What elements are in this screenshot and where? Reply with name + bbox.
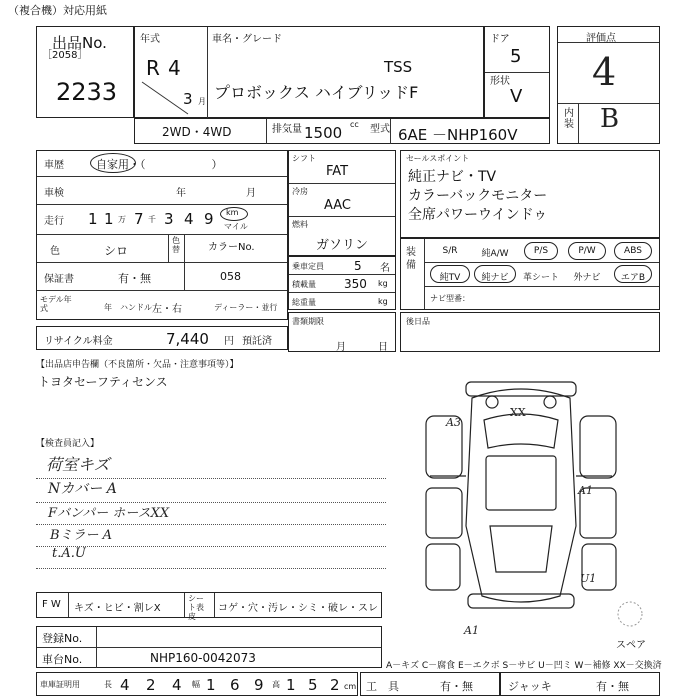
inspector-line-1: 荷室キズ — [46, 455, 110, 474]
door-value: 5 — [510, 46, 522, 67]
type-label: 型式 — [370, 124, 390, 135]
equip-pw-circle-icon — [568, 242, 606, 260]
mileage-unit-mile: マイル — [224, 222, 248, 231]
lot-sub-number: ［2058］ — [42, 50, 88, 61]
notes-label: 【出品店申告欄（不良箇所・欠品・注意事項等）】 — [36, 360, 239, 370]
warranty-label: 保証書 — [44, 274, 74, 285]
diagram-mark-bottom: A1 — [464, 624, 479, 637]
fuel-label: 燃料 — [292, 220, 308, 229]
mileage-digit-4: 3 — [164, 210, 174, 228]
seat-value: コゲ・穴・汚レ・シミ・破レ・スレ — [218, 603, 378, 614]
handle-value: 左・右 — [152, 304, 182, 315]
gross-label: 総重量 — [292, 298, 316, 307]
after-box — [400, 312, 660, 352]
docs-day: 日 — [378, 342, 388, 353]
load-value: 350 — [344, 277, 367, 291]
shift-label: シフト — [292, 154, 316, 163]
model-name: プロボックス ハイブリッドF — [214, 83, 419, 102]
displacement-unit: cc — [350, 120, 359, 129]
equip-abs-circle-icon — [614, 242, 652, 260]
model-label: 車名・グレード — [212, 34, 282, 45]
equip-sr: S/R — [442, 246, 458, 256]
chassis-value: NHP160-0042073 — [150, 651, 256, 665]
mileage-man: 万 — [118, 215, 126, 224]
model-year-label: モデル年式 — [40, 295, 72, 313]
mileage-digit-1: 1 — [88, 210, 98, 228]
load-label: 積載量 — [292, 280, 316, 289]
cert-length-3: 4 — [172, 676, 182, 694]
jack-value: 有・無 — [596, 680, 629, 693]
cert-length-label: 長 — [104, 680, 112, 689]
color-label: 色 — [50, 246, 60, 257]
rating-score: 4 — [592, 50, 617, 94]
model-grade: TSS — [384, 58, 413, 76]
year-divider-icon — [140, 80, 200, 116]
inspection-month: 月 — [246, 188, 256, 199]
equip-navi: 純ナビ — [481, 273, 509, 283]
color-value: シロ — [104, 244, 129, 258]
fw-value: キズ・ヒビ・割レX — [74, 603, 161, 614]
equip-ext-navi: 外ナビ — [573, 273, 601, 283]
seat-label: シート表皮 — [188, 594, 204, 621]
diagram-mark-left: A3 — [446, 416, 461, 429]
interior-label: 内装 — [564, 108, 574, 130]
equip-ps: P/S — [533, 246, 549, 256]
sales-line-2: カラーバックモニター — [408, 188, 548, 204]
docs-month: 月 — [336, 342, 346, 353]
equip-airbag-circle-icon — [614, 265, 652, 283]
recycle-unit: 円 — [224, 336, 234, 347]
form-header: （複合機）対応用紙 — [8, 4, 107, 17]
inspector-line-5: t.A.U — [52, 546, 86, 561]
navi-model-label: ナビ型番： — [430, 294, 470, 303]
cert-height-label: 高 — [272, 680, 280, 689]
cert-height-2: 5 — [308, 676, 318, 694]
year-label: 年式 — [140, 34, 160, 45]
mileage-digit-3: 7 — [134, 210, 144, 228]
cert-width-3: 9 — [254, 676, 264, 694]
cert-length-2: 2 — [146, 676, 156, 694]
inspector-label: 【検査員記入】 — [36, 439, 100, 449]
cert-unit: cm — [344, 682, 357, 691]
tools-label: 工 具 — [366, 680, 399, 693]
capacity-value: 5 — [354, 259, 362, 273]
equipment-label: 装備 — [406, 247, 416, 271]
cert-label: 車庫証明用 — [40, 680, 80, 689]
tools-value: 有・無 — [440, 680, 473, 693]
load-unit: kg — [378, 279, 388, 288]
month-unit: 月 — [198, 97, 206, 106]
mileage-unit-km: km — [226, 208, 239, 217]
equip-navi-circle-icon — [474, 265, 516, 283]
cert-width-1: 1 — [206, 676, 216, 694]
cert-length-1: 4 — [120, 676, 130, 694]
interior-score: B — [600, 104, 620, 134]
jack-label: ジャッキ — [508, 680, 552, 693]
recycle-value: 7,440 — [166, 330, 209, 348]
equip-tv-circle-icon — [430, 265, 470, 283]
equip-abs: ABS — [624, 246, 642, 256]
color-change-label: 色替 — [172, 236, 180, 254]
dealer-value: ディーラー・並行 — [214, 303, 278, 312]
equip-pw: P/W — [578, 246, 596, 256]
color-code-label: カラーNo. — [208, 242, 255, 253]
after-label: 後日品 — [406, 317, 430, 326]
capacity-label: 乗車定員 — [292, 262, 324, 271]
inspector-line-3: Fバンパー ホースXX — [48, 506, 170, 521]
handle-label: ハンドル — [120, 303, 152, 312]
cert-width-label: 幅 — [192, 680, 200, 689]
spare-label: スペア — [616, 640, 646, 651]
year-month: 3 — [183, 90, 193, 108]
warranty-value: 有・無 — [118, 272, 151, 285]
type-value: 6AE －NHP160V — [398, 126, 518, 144]
equip-leather: 革シート — [522, 273, 559, 283]
shift-value: FAT — [326, 164, 349, 179]
equip-ps-circle-icon — [524, 242, 558, 260]
year-era: R — [146, 56, 160, 80]
diagram-mark-front: XX — [510, 406, 526, 419]
equip-airbag: エアB — [620, 273, 646, 283]
equip-tv: 純TV — [439, 273, 461, 283]
ac-value: AAC — [324, 198, 351, 213]
drive-value: 2WD・4WD — [162, 125, 232, 139]
rating-label: 評価点 — [586, 33, 616, 44]
lot-number: 2233 — [56, 78, 118, 106]
model-year-unit: 年 — [104, 303, 112, 312]
inspection-label: 車検 — [44, 188, 64, 199]
lot-number-label: 出品No. — [52, 34, 107, 52]
cert-height-3: 2 — [330, 676, 340, 694]
fw-label: F W — [42, 599, 61, 610]
car-diagram-icon — [410, 376, 660, 626]
notes-text: トヨタセーフティセンス — [38, 375, 168, 389]
docs-label: 書類期限 — [292, 317, 324, 326]
inspection-year: 年 — [176, 188, 186, 199]
damage-legend: A－キズ C－腐食 E－エクボ S－サビ U－凹ミ W－補修 XX－交換済 — [386, 661, 662, 671]
displacement-label: 排気量 — [272, 124, 302, 135]
fuel-value: ガソリン — [316, 238, 369, 253]
chassis-label: 車台No. — [42, 653, 83, 666]
history-circle-icon — [90, 153, 136, 173]
capacity-unit: 名 — [380, 263, 390, 274]
registration-label: 登録No. — [42, 632, 83, 645]
shape-value: V — [510, 86, 523, 107]
inspector-line-4: Bミラー A — [50, 528, 113, 543]
sales-line-1: 純正ナビ・TV — [408, 169, 497, 185]
recycle-note: 預託済 — [242, 336, 272, 347]
displacement-value: 1500 — [304, 124, 343, 142]
year-value: 4 — [168, 56, 181, 80]
cert-height-1: 1 — [286, 676, 296, 694]
history-label: 車歴 — [44, 160, 64, 171]
mileage-digit-5: 4 — [184, 210, 194, 228]
mileage-label: 走行 — [44, 216, 64, 227]
door-label: ドア — [490, 34, 510, 45]
history-value: 自家用・（ ） — [96, 158, 223, 171]
mileage-digit-2: 1 — [104, 210, 114, 228]
spare-tire-icon — [616, 600, 644, 628]
diagram-mark-rear: U1 — [580, 572, 597, 585]
recycle-label: リサイクル料金 — [44, 336, 113, 347]
ac-label: 冷房 — [292, 187, 308, 196]
sales-line-3: 全席パワーウインドゥ — [408, 207, 548, 223]
shape-label: 形状 — [490, 76, 510, 87]
cert-width-2: 6 — [230, 676, 240, 694]
color-code: 058 — [220, 270, 241, 283]
sales-label: セールスポイント — [406, 154, 470, 163]
inspector-line-2: Nカバー A — [48, 481, 117, 497]
mileage-sen: 千 — [148, 215, 156, 224]
gross-unit: kg — [378, 297, 388, 306]
mileage-digit-6: 9 — [204, 210, 214, 228]
equip-alloy: 純A/W — [481, 249, 509, 259]
diagram-mark-right: A1 — [578, 484, 593, 497]
